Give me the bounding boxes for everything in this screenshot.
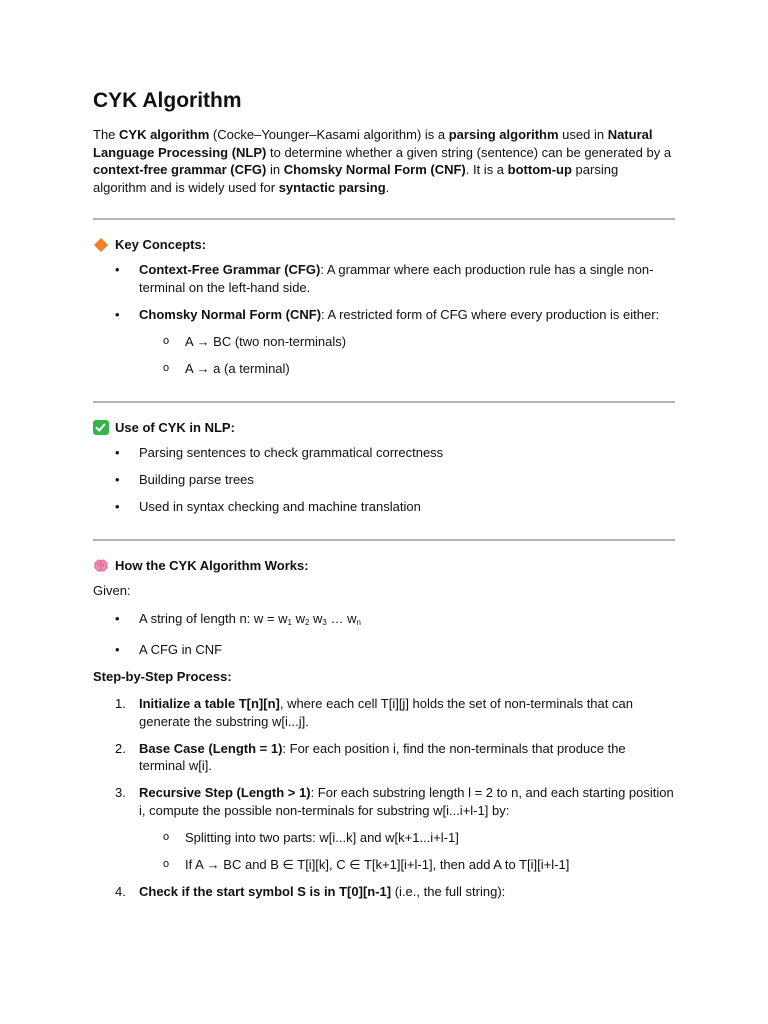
list-item: • Used in syntax checking and machine translation	[93, 498, 675, 516]
step-desc: : For each substring length l = 2 to n, and each starting position i, compute the possible non-terminals for substring w[i...i+l-1] by:	[139, 785, 674, 818]
intro-bold: context-free grammar (CFG)	[93, 162, 267, 177]
intro-text: .	[385, 179, 390, 195]
intro-bold: Natural Language Processing (NLP)	[93, 127, 653, 160]
step-item	[93, 695, 675, 730]
step-number: 3.	[115, 785, 126, 800]
step-item	[93, 740, 675, 775]
intro-bold: Chomsky Normal Form (CNF)	[283, 162, 466, 177]
orange-diamond-icon	[93, 237, 109, 253]
list-item: o A → a (a terminal)	[139, 360, 675, 378]
section-divider	[93, 401, 675, 403]
green-check-icon	[93, 420, 109, 435]
list-item: o A → BC (two non-terminals)	[139, 333, 675, 351]
subscript: 2	[304, 617, 310, 627]
intro-paragraph	[93, 126, 675, 196]
list-item: o Splitting into two parts: w[i...k] and w[k+1...i+l-1]	[139, 829, 675, 847]
how-it-works-heading	[93, 557, 675, 574]
section-divider	[93, 539, 675, 541]
use-in-nlp-list	[93, 444, 675, 516]
definition: : A restricted form of CFG where every production is either:	[321, 306, 660, 322]
intro-bold: syntactic parsing	[278, 179, 386, 195]
cnf-rules-list	[139, 333, 675, 378]
step-term: Check if the start symbol S is in T[0][n-1]	[139, 884, 392, 899]
how-it-works-section	[93, 557, 675, 901]
given-label: Given:	[93, 583, 131, 598]
intro-text: (Cocke–Younger–Kasami algorithm) is a	[209, 127, 449, 142]
step-term: Recursive Step (Length > 1)	[139, 785, 311, 800]
step-number: 4.	[115, 884, 126, 899]
page-title: CYK Algorithm	[93, 89, 242, 112]
intro-bold: bottom-up	[507, 162, 572, 177]
step-desc: (i.e., the full string):	[391, 884, 506, 899]
recursive-substeps	[139, 829, 675, 874]
document-page	[93, 88, 675, 910]
section-divider	[93, 218, 675, 220]
intro-text: The	[93, 127, 120, 142]
use-in-nlp-section	[93, 419, 675, 516]
step-item	[93, 883, 675, 901]
list-item: • Building parse trees	[93, 471, 675, 489]
intro-text: to determine whether a given string (sentence) can be generated by a	[266, 144, 672, 160]
step-item	[93, 784, 675, 874]
intro-text: parsing algorithm and is widely used for	[93, 162, 619, 195]
string-text: w	[291, 610, 305, 626]
brain-icon	[93, 558, 109, 574]
key-concepts-section	[93, 236, 675, 378]
steps-heading: Step-by-Step Process:	[93, 668, 232, 684]
string-text: w	[309, 610, 323, 626]
definition: : A grammar where each production rule has a single non-terminal on the left-hand side.	[139, 262, 654, 295]
intro-text: in	[266, 162, 284, 177]
step-term: Initialize a table T[n][n]	[139, 696, 280, 711]
key-concepts-heading	[93, 236, 675, 253]
step-number: 1.	[115, 696, 126, 711]
given-list	[93, 610, 675, 659]
steps-list	[93, 695, 675, 901]
step-desc: , where each cell T[i][j] holds the set of non-terminals that can generate the substring w[i...j].	[139, 696, 633, 729]
use-in-nlp-heading-text: Use of CYK in NLP:	[115, 419, 235, 435]
string-text: … w	[326, 610, 357, 626]
key-concepts-heading-text: Key Concepts:	[115, 237, 207, 252]
term: Chomsky Normal Form (CNF)	[139, 306, 322, 322]
list-item: o If A → BC and B ∈ T[i][k], C ∈ T[k+1][i+l-1], then add A to T[i][i+l-1]	[139, 856, 675, 874]
string-text: A string of length n: w = w	[139, 610, 288, 626]
step-desc: : For each position i, find the non-terminals that produce the terminal w[i].	[139, 740, 626, 773]
list-item	[93, 306, 675, 378]
subscript: n	[356, 617, 361, 627]
step-term: Base Case (Length = 1)	[139, 740, 283, 756]
list-item	[93, 261, 675, 296]
term: Context-Free Grammar (CFG)	[139, 262, 321, 277]
key-concepts-list	[93, 261, 675, 378]
use-in-nlp-heading	[93, 419, 675, 436]
intro-text: used in	[558, 127, 608, 142]
intro-bold: parsing algorithm	[448, 127, 559, 142]
list-item: • Parsing sentences to check grammatical correctness	[93, 444, 675, 462]
subscript: 3	[322, 617, 327, 627]
list-item	[93, 610, 675, 632]
step-number: 2.	[115, 740, 126, 756]
list-item: • A CFG in CNF	[93, 641, 675, 659]
subscript: 1	[287, 617, 292, 627]
how-it-works-heading-text: How the CYK Algorithm Works:	[115, 558, 309, 573]
intro-bold: CYK algorithm	[119, 127, 210, 142]
intro-text: . It is a	[465, 162, 508, 177]
